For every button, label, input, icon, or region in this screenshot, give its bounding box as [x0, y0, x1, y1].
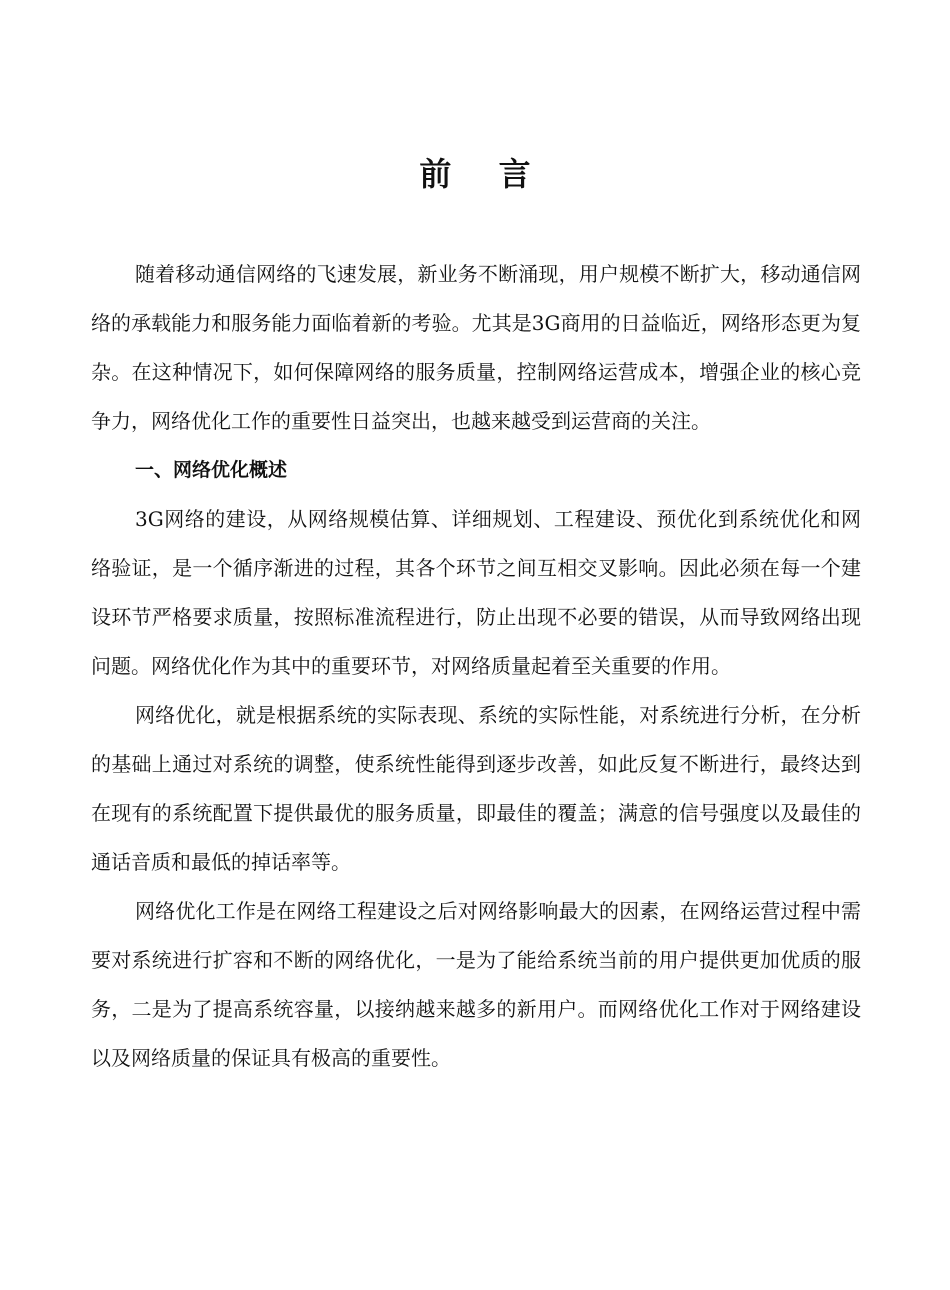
section-heading: 一、网络优化概述	[135, 459, 288, 481]
section-paragraph-1: 3G网络的建设，从网络规模估算、详细规划、工程建设、预优化到系统优化和网络验证，是一个循序渐进的过程，其各个环节之间互相交叉影响。因此必须在每一个建设环节严格要求质量，按照标准流程进行，防止出现不必要的错误，从而导致网络出现问题。网络优化作为其中的重要环节，对网络质量起着至关重要的作用。	[91, 507, 861, 678]
intro-paragraph: 随着移动通信网络的飞速发展，新业务不断涌现，用户规模不断扩大，移动通信网络的承载能力和服务能力面临着新的考验。尤其是3G商用的日益临近，网络形态更为复杂。在这种情况下，如何保障网络的服务质量，控制网络运营成本，增强企业的核心竞争力，网络优化工作的重要性日益突出，也越来越受到运营商的关注。	[91, 262, 861, 433]
document-body	[91, 250, 861, 1083]
section-paragraph-2: 网络优化，就是根据系统的实际表现、系统的实际性能，对系统进行分析，在分析的基础上通过对系统的调整，使系统性能得到逐步改善，如此反复不断进行，最终达到在现有的系统配置下提供最优的服务质量，即最佳的覆盖；满意的信号强度以及最佳的通话音质和最低的掉话率等。	[91, 703, 861, 874]
section-paragraph-3: 网络优化工作是在网络工程建设之后对网络影响最大的因素，在网络运营过程中需要对系统进行扩容和不断的网络优化，一是为了能给系统当前的用户提供更加优质的服务，二是为了提高系统容量，以接纳越来越多的新用户。而网络优化工作对于网络建设以及网络质量的保证具有极高的重要性。	[91, 899, 861, 1070]
page-title: 前 言	[419, 155, 549, 193]
